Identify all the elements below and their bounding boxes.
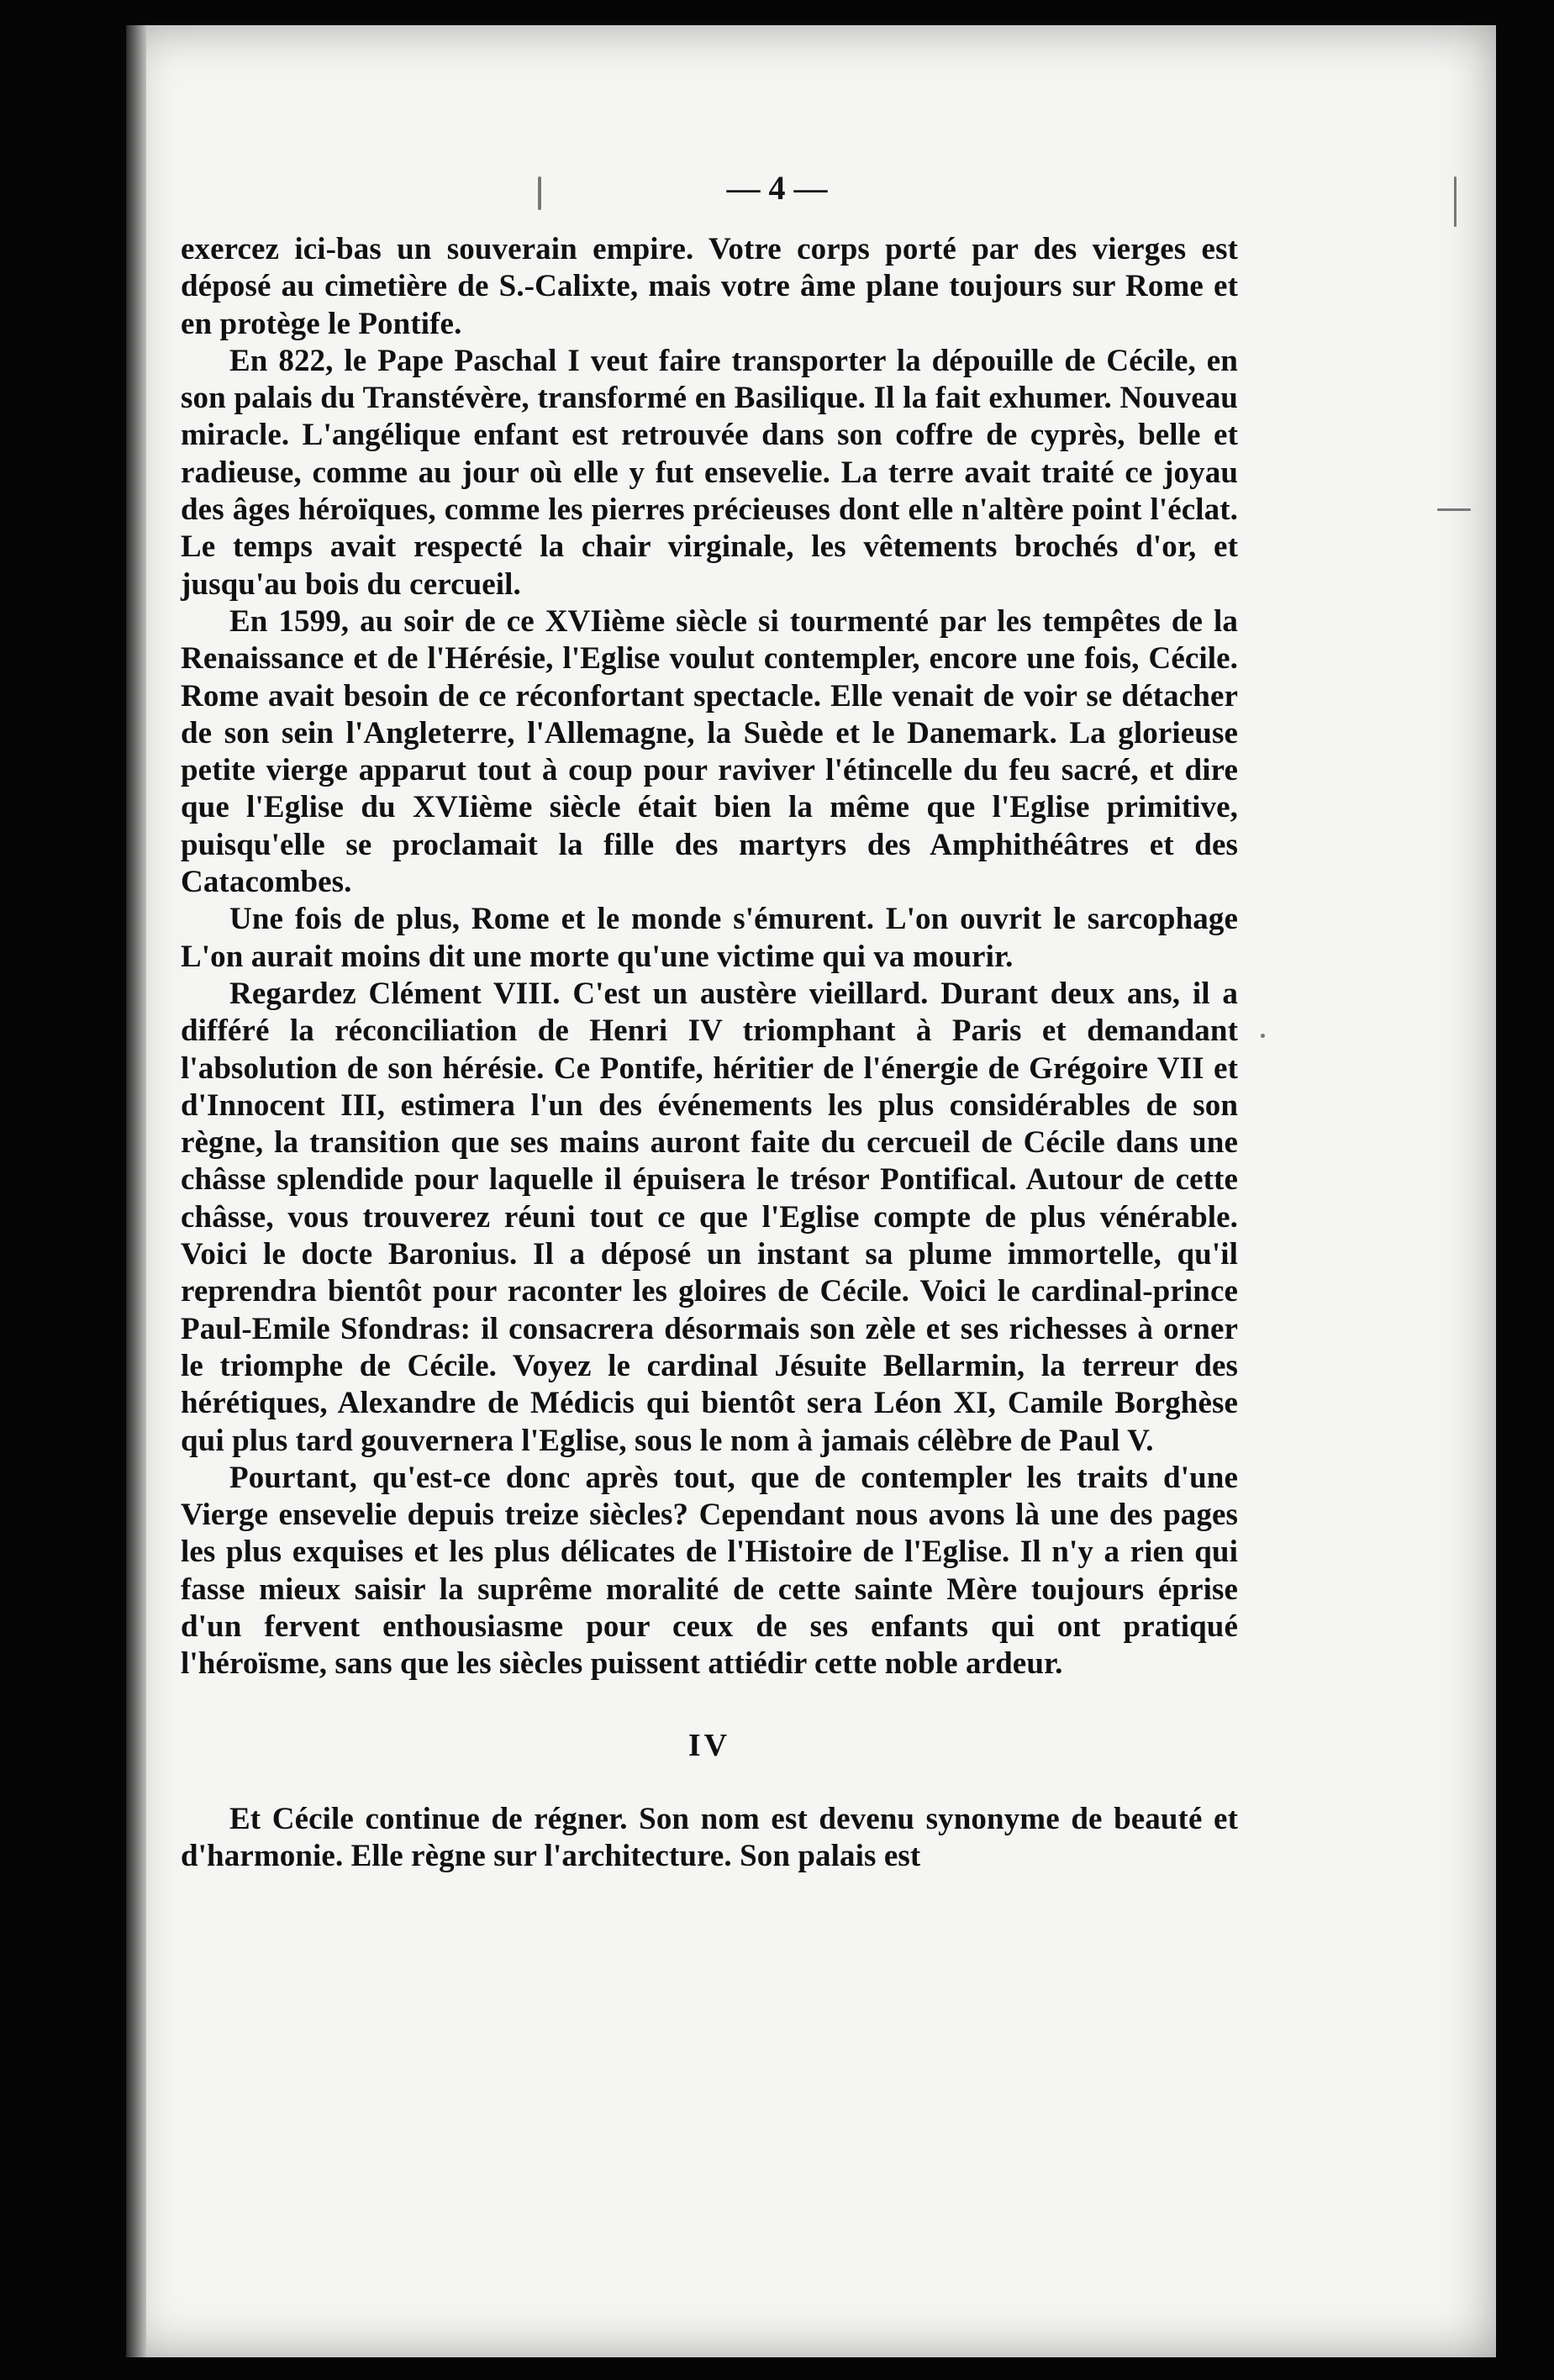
page-number: — 4 — — [726, 169, 828, 207]
paragraph: Pourtant, qu'est-ce donc après tout, que de contempler les traits d'une Vierge ensevelie depuis treize siècles? Cependant nous avons là une des pages les plus exquises et les plus délicates de l'Histoire de l'Eglise. Il n'y a rien qui fasse mieux saisir la suprême moralité de cette sainte Mère toujours éprise d'un fervent enthousiasme pour ceux de ses enfants qui ont pratiqué l'héroïsme, sans que les siècles puissent attiédir cette noble ardeur. — [181, 1460, 1238, 1682]
paragraph: Regardez Clément VIII. C'est un austère vieillard. Durant deux ans, il a différé la réconciliation de Henri IV triomphant à Paris et demandant l'absolution de son hérésie. Ce Pontife, héritier de l'énergie de Grégoire VII et d'Innocent III, estimera l'un des événements les plus considérables de son règne, la transition que ses mains auront faite du cercueil de Cécile dans une châsse splendide pour laquelle il épuisera le trésor Pontifical. Autour de cette châsse, vous trouverez réuni tout ce que l'Eglise compte de plus vénérable. Voici le docte Baronius. Il a déposé un instant sa plume immortelle, qu'il reprendra bientôt pour raconter les gloires de Cécile. Voici le cardinal-prince Paul-Emile Sfondras: il consacrera désormais son zèle et ses richesses à orner le triomphe de Cécile. Voyez le cardinal Jésuite Bellarmin, la terreur des hérétiques, Alexandre de Médicis qui bientôt sera Léon XI, Camile Borghèse qui plus tard gouvernera l'Eglise, sous le nom à jamais célèbre de Paul V. — [181, 976, 1238, 1458]
scan-speck — [1261, 1034, 1265, 1038]
paragraph: En 1599, au soir de ce XVIième siècle si tourmenté par les tempêtes de la Renaissance et de l'Hérésie, l'Eglise voulut contempler, encore une fois, Cécile. Rome avait besoin de ce réconfortant spectacle. Elle venait de voir se détacher de son sein l'Angleterre, l'Allemagne, la Suède et le Danemark. La glorieuse petite vierge apparut tout à coup pour raviver l'étincelle du feu sacré, et dire que l'Eglise du XVIième siècle était bien la même que l'Eglise primitive, puisqu'elle se proclamait la fille des martyrs des Amphithéâtres et des Catacombes. — [181, 603, 1238, 900]
section-heading: IV — [687, 1727, 731, 1763]
scan-speck — [1437, 508, 1471, 511]
paragraph: exercez ici-bas un souverain empire. Votre corps porté par des vierges est déposé au cimetière de S.-Calixte, mais votre âme plane toujours sur Rome et en protège le Pontife. — [181, 232, 1238, 341]
page-left-edge-shadow — [126, 25, 146, 2357]
paragraph: En 822, le Pape Paschal I veut faire transporter la dépouille de Cécile, en son palais du Transtévère, transformé en Basilique. Il la fait exhumer. Nouveau miracle. L'angélique enfant est retrouvée dans son coffre de cyprès, belle et radieuse, comme au jour où elle y fut ensevelie. La terre avait traité ce joyau des âges héroïques, comme les pierres précieuses dont elle n'altère point l'éclat. Le temps avait respecté la chair virginale, les vêtements brochés d'or, et jusqu'au bois du cercueil. — [181, 343, 1238, 602]
paragraph: Une fois de plus, Rome et le monde s'émurent. L'on ouvrit le sarcophage L'on aurait moins dit une morte qu'une victime qui va mourir. — [181, 902, 1238, 974]
body-text — [181, 231, 1238, 1875]
paragraph: Et Cécile continue de régner. Son nom est devenu synonyme de beauté et d'harmonie. Elle règne sur l'architecture. Son palais est — [181, 1801, 1238, 1874]
